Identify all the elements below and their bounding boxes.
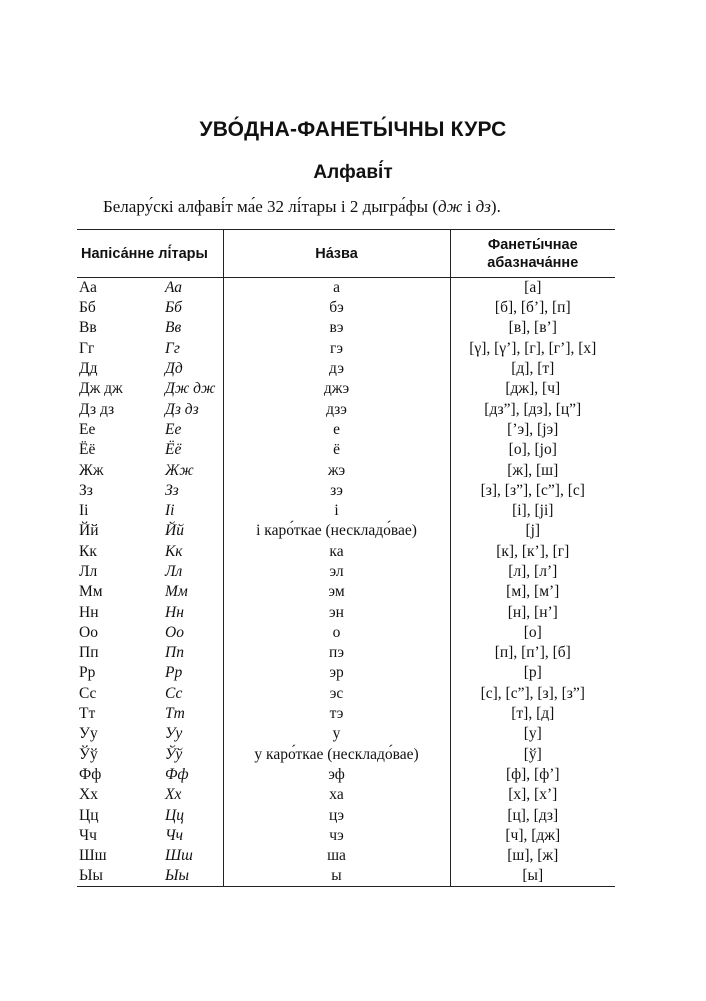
intro-digraph-dzh: дж (438, 197, 463, 216)
letter-italic: Тт (165, 705, 185, 723)
table-row (77, 623, 615, 643)
letter-name: цэ (223, 805, 450, 825)
table-row (77, 521, 615, 541)
letter-upright: Ыы (77, 866, 159, 887)
letter-italic: Уу (165, 725, 183, 743)
table-row (77, 440, 615, 460)
letter-italic: Лл (165, 563, 183, 580)
letter-name: жэ (223, 460, 450, 480)
letter-name: ха (223, 785, 450, 805)
table-body (77, 278, 615, 887)
letter-upright: Ёё (79, 441, 96, 459)
header-name: На́зва (223, 230, 450, 278)
table-row (77, 602, 615, 622)
letter-phonetic: [ш], [ж] (450, 846, 615, 866)
letter-upright: Шш (79, 847, 107, 865)
letter-phonetic: [дз”], [дз], [ц”] (450, 399, 615, 419)
table-row (77, 826, 615, 846)
letter-upright: Дз дз (79, 400, 115, 418)
letter-name: эл (223, 562, 450, 582)
letter-name: пэ (223, 643, 450, 663)
letter-phonetic: [с], [с”], [з], [з”] (450, 684, 615, 704)
letter-name: а (223, 278, 450, 299)
letter-phonetic: [в], [в’] (450, 318, 615, 338)
letter-phonetic: [і], [jі] (450, 501, 615, 521)
letter-name: эр (223, 663, 450, 683)
letter-upright: Гг (79, 339, 95, 357)
table-row (77, 582, 615, 602)
letter-upright: Оо (79, 623, 98, 641)
letter-name: бэ (223, 298, 450, 318)
table-row (77, 684, 615, 704)
intro-text: Белару́скі алфаві́т ма́е 32 лі́тары і 2 дыгра́фы ( (103, 197, 439, 216)
letter-upright: Уу (79, 725, 98, 743)
letter-phonetic: [ч], [дж] (450, 826, 615, 846)
letter-name: у каро́ткае (нескладо́вае) (223, 745, 450, 765)
letter-name: ша (223, 846, 450, 866)
letter-italic: Хх (165, 786, 182, 804)
letter-upright: Бб (79, 299, 96, 317)
letter-italic: Гг (165, 339, 180, 357)
letter-italic: Кк (165, 542, 183, 560)
letter-name: о (223, 623, 450, 643)
letter-name: і (223, 501, 450, 521)
letter-italic: Іі (165, 502, 175, 520)
table-row (77, 846, 615, 866)
table-row (77, 562, 615, 582)
table-row (77, 359, 615, 379)
letter-italic: Ёё (165, 441, 182, 459)
letter-upright: Мм (79, 583, 103, 601)
letter-italic: Ўў (165, 745, 183, 763)
letter-phonetic: [’э], [jэ] (450, 420, 615, 440)
letter-italic: Шш (165, 847, 193, 865)
header-phonetic-line1: Фанеты́чнае (487, 236, 578, 253)
letter-phonetic: [ў] (450, 745, 615, 765)
letter-phonetic: [т], [д] (450, 704, 615, 724)
letter-upright: Дж дж (79, 380, 123, 398)
letter-upright: Дд (79, 360, 98, 378)
letter-name: тэ (223, 704, 450, 724)
letter-name: ка (223, 542, 450, 562)
table-row (77, 704, 615, 724)
letter-name: джэ (223, 379, 450, 399)
letter-name: е (223, 420, 450, 440)
table-row (77, 460, 615, 480)
alphabet-table (77, 229, 615, 887)
letter-phonetic: [дж], [ч] (450, 379, 615, 399)
table-row (77, 399, 615, 419)
header-letter: Напіса́нне лі́тары (77, 230, 223, 278)
letter-phonetic: [м], [м’] (450, 582, 615, 602)
letter-upright: Фф (79, 765, 102, 783)
letter-upright: Рр (79, 664, 96, 682)
letter-phonetic: [н], [н’] (450, 602, 615, 622)
letter-upright: Жж (79, 461, 104, 479)
letter-italic: Рр (165, 664, 183, 682)
letter-phonetic: [р] (450, 663, 615, 683)
letter-italic: Фф (165, 765, 189, 783)
letter-italic: Ее (165, 420, 182, 438)
letter-upright: Ее (79, 420, 96, 438)
letter-italic: Мм (165, 583, 188, 601)
letter-upright: Йй (79, 522, 99, 540)
letter-italic: Бб (165, 299, 182, 317)
letter-phonetic: [з], [з”], [с”], [с] (450, 481, 615, 501)
letter-phonetic: [ж], [ш] (450, 460, 615, 480)
letter-name: эн (223, 602, 450, 622)
letter-name: ы (223, 866, 450, 887)
intro-digraph-dz: дз (475, 197, 491, 216)
letter-name: ё (223, 440, 450, 460)
letter-upright: Аа (79, 279, 97, 296)
letter-phonetic: [д], [т] (450, 359, 615, 379)
letter-upright: Іі (79, 502, 89, 520)
letter-name: зэ (223, 481, 450, 501)
letter-upright: Пп (79, 644, 99, 662)
letter-italic: Зз (165, 481, 179, 499)
letter-phonetic: [а] (450, 278, 615, 299)
letter-upright: Зз (79, 481, 93, 499)
letter-phonetic: [у] (450, 724, 615, 744)
letter-italic: Сс (165, 684, 183, 702)
table-row (77, 481, 615, 501)
letter-phonetic: [ц], [дз] (450, 805, 615, 825)
table-row (77, 298, 615, 318)
letter-name: вэ (223, 318, 450, 338)
letter-name: чэ (223, 826, 450, 846)
letter-italic: Дж дж (165, 380, 216, 398)
letter-upright: Вв (79, 319, 97, 337)
letter-italic: Цц (165, 806, 184, 824)
letter-phonetic: [б], [б’], [п] (450, 298, 615, 318)
letter-upright: Цц (79, 806, 99, 824)
letter-phonetic: [л], [л’] (450, 562, 615, 582)
letter-upright: Хх (79, 786, 98, 804)
table-row (77, 643, 615, 663)
letter-upright: Сс (79, 684, 97, 702)
table-row (77, 420, 615, 440)
letter-name: дзэ (223, 399, 450, 419)
table-row (77, 765, 615, 785)
letter-italic: Йй (165, 522, 184, 540)
letter-phonetic: [п], [п’], [б] (450, 643, 615, 663)
intro-tail: ). (490, 197, 501, 216)
table-row (77, 866, 615, 887)
table-row (77, 805, 615, 825)
letter-name: у (223, 724, 450, 744)
table-row (77, 663, 615, 683)
letter-name: эс (223, 684, 450, 704)
letter-upright: Тт (79, 705, 96, 723)
letter-italic: Нн (165, 603, 184, 621)
letter-upright: Нн (79, 603, 99, 621)
letter-upright: Лл (79, 563, 98, 580)
table-row (77, 745, 615, 765)
table-header-row (77, 230, 615, 278)
intro-paragraph (103, 197, 501, 217)
table-row (77, 278, 615, 299)
letter-upright: Ўў (79, 745, 98, 763)
table-row (77, 785, 615, 805)
letter-name: эф (223, 765, 450, 785)
letter-italic: Аа (165, 279, 182, 296)
table-row (77, 339, 615, 359)
letter-phonetic: [х], [х’] (450, 785, 615, 805)
letter-italic: Ыы (159, 866, 223, 887)
table-row (77, 542, 615, 562)
letter-phonetic: [к], [к’], [г] (450, 542, 615, 562)
letter-phonetic: [ф], [ф’] (450, 765, 615, 785)
header-phonetic-line2: абазнача́нне (487, 254, 579, 271)
letter-italic: Жж (165, 461, 194, 479)
letter-phonetic: [о], [jо] (450, 440, 615, 460)
letter-name: і каро́ткае (нескладо́вае) (223, 521, 450, 541)
letter-phonetic: [γ], [γ’], [г], [г’], [х] (450, 339, 615, 359)
section-subtitle: Алфаві́т (313, 162, 393, 183)
letter-phonetic: [о] (450, 623, 615, 643)
letter-name: гэ (223, 339, 450, 359)
header-phonetic (450, 230, 615, 278)
intro-connector: і (462, 197, 476, 216)
letter-phonetic: [ы] (450, 866, 615, 887)
letter-italic: Пп (165, 644, 184, 662)
page-title: УВО́ДНА-ФАНЕТЫ́ЧНЫ КУРС (199, 118, 507, 141)
letter-name: дэ (223, 359, 450, 379)
table-row (77, 318, 615, 338)
letter-name: эм (223, 582, 450, 602)
letter-italic: Оо (165, 623, 184, 641)
letter-phonetic: [j] (450, 521, 615, 541)
table-row (77, 379, 615, 399)
letter-upright: Кк (79, 542, 97, 560)
letter-italic: Дз дз (165, 400, 199, 418)
letter-italic: Вв (165, 319, 182, 337)
table-row (77, 724, 615, 744)
letter-upright: Чч (79, 826, 97, 844)
letter-italic: Дд (165, 360, 183, 378)
table-row (77, 501, 615, 521)
letter-italic: Чч (165, 826, 184, 844)
